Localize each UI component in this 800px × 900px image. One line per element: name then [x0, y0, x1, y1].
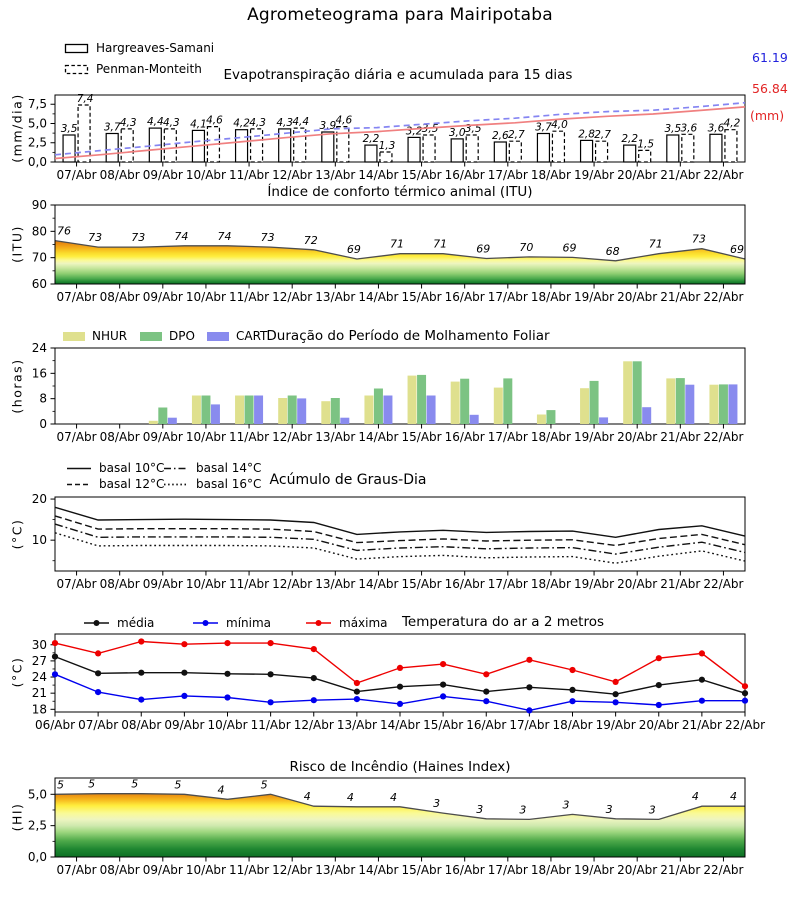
svg-text:14/Abr: 14/Abr: [358, 290, 399, 304]
svg-text:16/Abr: 16/Abr: [444, 577, 485, 591]
svg-text:70: 70: [31, 250, 47, 265]
svg-text:3,7: 3,7: [103, 121, 121, 134]
svg-text:76: 76: [57, 224, 71, 238]
svg-text:4,3: 4,3: [276, 116, 294, 129]
svg-text:7,5: 7,5: [27, 97, 47, 112]
svg-text:18/Abr: 18/Abr: [530, 863, 571, 877]
dotted-line-swatch-icon: [163, 480, 189, 489]
legend-label-cart: CART: [236, 329, 268, 343]
svg-text:18/Abr: 18/Abr: [530, 290, 571, 304]
legend-label-penman: Penman-Monteith: [96, 62, 202, 76]
svg-text:4,4: 4,4: [292, 116, 310, 129]
svg-text:20: 20: [31, 492, 47, 507]
svg-text:20/Abr: 20/Abr: [617, 290, 658, 304]
svg-text:5,0: 5,0: [27, 787, 47, 802]
chart-title-haines: Risco de Incêndio (Haines Index): [289, 759, 511, 775]
svg-text:06/Abr: 06/Abr: [34, 718, 76, 732]
legend-item-basal-10: [66, 461, 164, 475]
svg-text:19/Abr: 19/Abr: [574, 168, 615, 182]
svg-text:0,0: 0,0: [27, 850, 47, 864]
svg-text:21/Abr: 21/Abr: [660, 430, 701, 444]
svg-text:17/Abr: 17/Abr: [487, 290, 528, 304]
svg-text:60: 60: [31, 277, 47, 291]
svg-text:2,8: 2,8: [578, 128, 595, 141]
svg-text:4: 4: [303, 790, 311, 804]
svg-text:19/Abr: 19/Abr: [574, 863, 615, 877]
legend-item-penman-monteith: [64, 62, 202, 76]
svg-text:68: 68: [605, 244, 620, 258]
svg-text:20/Abr: 20/Abr: [617, 863, 658, 877]
svg-text:3,5: 3,5: [421, 123, 439, 136]
svg-text:08/Abr: 08/Abr: [99, 290, 140, 304]
svg-text:18/Abr: 18/Abr: [552, 718, 593, 732]
svg-text:17/Abr: 17/Abr: [509, 718, 550, 732]
svg-text:3,0: 3,0: [448, 126, 466, 139]
svg-text:14/Abr: 14/Abr: [358, 863, 399, 877]
chart-graus: [32, 492, 745, 591]
svg-text:21/Abr: 21/Abr: [681, 718, 722, 732]
chart-itu: [32, 198, 745, 304]
svg-text:19/Abr: 19/Abr: [595, 718, 636, 732]
svg-text:30: 30: [31, 637, 47, 652]
y-axis-label-graus: (°C): [9, 518, 25, 550]
legend-item-cart: [207, 329, 267, 343]
svg-text:2,7: 2,7: [507, 129, 525, 142]
svg-text:12/Abr: 12/Abr: [272, 290, 313, 304]
svg-text:22/Abr: 22/Abr: [724, 718, 766, 732]
legend-item-dpo: [140, 329, 195, 343]
svg-text:4: 4: [390, 790, 397, 804]
dashed-line-swatch-icon: [66, 480, 92, 489]
svg-text:13/Abr: 13/Abr: [315, 577, 356, 591]
svg-text:2,7: 2,7: [594, 129, 611, 142]
svg-text:12/Abr: 12/Abr: [272, 577, 313, 591]
svg-text:4,6: 4,6: [335, 114, 353, 127]
svg-text:73: 73: [691, 232, 706, 246]
svg-text:3,5: 3,5: [464, 123, 482, 136]
svg-text:10/Abr: 10/Abr: [185, 430, 226, 444]
legend-label-nhur: NHUR: [92, 329, 128, 343]
chart-title-graus-dia: Acúmulo de Graus-Dia: [269, 472, 427, 488]
svg-text:08/Abr: 08/Abr: [99, 577, 140, 591]
svg-text:09/Abr: 09/Abr: [142, 290, 183, 304]
svg-text:5: 5: [88, 777, 96, 791]
svg-text:72: 72: [303, 233, 318, 247]
svg-text:09/Abr: 09/Abr: [142, 577, 183, 591]
svg-text:3,5: 3,5: [60, 123, 78, 136]
svg-text:14/Abr: 14/Abr: [358, 577, 399, 591]
svg-text:4,4: 4,4: [146, 116, 164, 129]
chart-title-temperatura: Temperatura do ar a 2 metros: [401, 614, 605, 630]
svg-text:22/Abr: 22/Abr: [703, 577, 744, 591]
svg-text:73: 73: [260, 231, 275, 245]
haines-gradient-area: [55, 794, 745, 857]
svg-text:15/Abr: 15/Abr: [401, 577, 442, 591]
svg-text:73: 73: [131, 231, 146, 245]
svg-text:16/Abr: 16/Abr: [444, 290, 485, 304]
legend-item-media: [83, 616, 154, 630]
svg-text:15/Abr: 15/Abr: [401, 168, 442, 182]
legend-label-basal-10: basal 10°C: [99, 461, 165, 475]
svg-text:21/Abr: 21/Abr: [660, 290, 701, 304]
svg-text:8: 8: [39, 391, 47, 406]
legend-item-basal-12: [66, 477, 164, 491]
svg-text:10/Abr: 10/Abr: [185, 290, 226, 304]
solid-bar-swatch-icon: [64, 43, 89, 54]
svg-text:11/Abr: 11/Abr: [229, 430, 270, 444]
svg-text:20/Abr: 20/Abr: [617, 430, 658, 444]
svg-text:15/Abr: 15/Abr: [401, 290, 442, 304]
svg-text:09/Abr: 09/Abr: [164, 718, 205, 732]
svg-text:4: 4: [346, 790, 354, 804]
svg-text:69: 69: [346, 242, 361, 256]
legend-item-minima: [192, 616, 271, 630]
legend-label-hargreaves: Hargreaves-Samani: [96, 41, 215, 55]
svg-text:07/Abr: 07/Abr: [56, 290, 97, 304]
svg-text:15/Abr: 15/Abr: [401, 430, 442, 444]
svg-text:13/Abr: 13/Abr: [336, 718, 377, 732]
svg-text:22/Abr: 22/Abr: [703, 290, 744, 304]
svg-text:19/Abr: 19/Abr: [574, 430, 615, 444]
graus-plot-frame: [55, 497, 745, 571]
svg-text:24: 24: [31, 341, 47, 355]
svg-text:14/Abr: 14/Abr: [358, 168, 399, 182]
svg-text:08/Abr: 08/Abr: [99, 168, 140, 182]
solid-line-swatch-icon: [66, 464, 92, 473]
svg-text:5,0: 5,0: [27, 116, 47, 131]
svg-text:2,5: 2,5: [27, 818, 47, 833]
svg-text:10/Abr: 10/Abr: [185, 577, 226, 591]
svg-text:3: 3: [476, 802, 484, 816]
svg-text:4,3: 4,3: [162, 116, 180, 129]
svg-text:13/Abr: 13/Abr: [315, 290, 356, 304]
svg-text:71: 71: [648, 237, 663, 251]
svg-text:0: 0: [39, 417, 47, 431]
svg-text:20/Abr: 20/Abr: [617, 577, 658, 591]
pm-accumulated-total: 61.19: [752, 50, 788, 65]
svg-text:4,3: 4,3: [119, 116, 137, 129]
legend-label-minima: mínima: [226, 616, 272, 630]
svg-text:15/Abr: 15/Abr: [401, 863, 442, 877]
svg-text:80: 80: [31, 224, 47, 239]
svg-text:5: 5: [57, 778, 64, 792]
svg-text:13/Abr: 13/Abr: [315, 430, 356, 444]
svg-text:4: 4: [691, 790, 699, 804]
dashdot-line-swatch-icon: [163, 464, 189, 473]
svg-text:71: 71: [433, 237, 448, 251]
svg-text:16/Abr: 16/Abr: [444, 168, 485, 182]
svg-text:2,2: 2,2: [621, 133, 639, 146]
svg-text:08/Abr: 08/Abr: [99, 430, 140, 444]
svg-text:74: 74: [217, 229, 232, 243]
svg-text:4: 4: [730, 790, 737, 804]
svg-text:18: 18: [31, 702, 47, 717]
svg-text:11/Abr: 11/Abr: [229, 577, 270, 591]
svg-text:07/Abr: 07/Abr: [56, 577, 97, 591]
svg-text:17/Abr: 17/Abr: [487, 863, 528, 877]
svg-text:22/Abr: 22/Abr: [703, 863, 744, 877]
svg-text:90: 90: [31, 198, 47, 212]
svg-text:19/Abr: 19/Abr: [574, 577, 615, 591]
svg-text:21/Abr: 21/Abr: [660, 863, 701, 877]
hs-accumulated-total: 56.84: [752, 81, 788, 96]
y-axis-label-molhamento: (horas): [9, 358, 25, 414]
svg-text:70: 70: [519, 240, 534, 254]
svg-text:3,9: 3,9: [319, 119, 337, 132]
svg-text:12/Abr: 12/Abr: [293, 718, 334, 732]
svg-text:69: 69: [730, 242, 744, 256]
svg-text:3: 3: [433, 797, 441, 811]
svg-text:17/Abr: 17/Abr: [487, 168, 528, 182]
legend-label-media: média: [117, 616, 155, 630]
svg-text:2,5: 2,5: [27, 135, 47, 150]
svg-text:12/Abr: 12/Abr: [272, 863, 313, 877]
svg-text:13/Abr: 13/Abr: [315, 863, 356, 877]
svg-text:09/Abr: 09/Abr: [142, 863, 183, 877]
svg-text:20/Abr: 20/Abr: [638, 718, 679, 732]
svg-text:22/Abr: 22/Abr: [703, 168, 744, 182]
accumulated-unit-label: (mm): [750, 108, 785, 123]
svg-text:17/Abr: 17/Abr: [487, 577, 528, 591]
chart-title-molhamento: Duração do Período de Molhamento Foliar: [266, 328, 550, 344]
y-axis-label-haines: (HI): [9, 802, 25, 832]
svg-text:4,2: 4,2: [233, 117, 250, 130]
svg-text:21: 21: [31, 686, 47, 701]
legend-item-hargreaves-samani: [64, 41, 214, 55]
nhur-swatch-icon: [63, 332, 85, 341]
temp-line-máxima: [55, 642, 745, 687]
svg-text:10/Abr: 10/Abr: [185, 863, 226, 877]
svg-text:2,6: 2,6: [491, 129, 509, 142]
svg-text:20/Abr: 20/Abr: [617, 168, 658, 182]
svg-text:3: 3: [519, 803, 527, 817]
chart-temp: [32, 634, 765, 732]
svg-text:14/Abr: 14/Abr: [358, 430, 399, 444]
svg-text:11/Abr: 11/Abr: [229, 290, 270, 304]
svg-text:11/Abr: 11/Abr: [229, 863, 270, 877]
legend-item-nhur: [63, 329, 127, 343]
svg-text:12/Abr: 12/Abr: [272, 168, 313, 182]
svg-text:3,7: 3,7: [535, 121, 552, 134]
svg-text:16/Abr: 16/Abr: [466, 718, 507, 732]
legend-label-basal-16: basal 16°C: [196, 477, 262, 491]
svg-text:4,2: 4,2: [723, 117, 741, 130]
dashed-bar-swatch-icon: [64, 64, 89, 75]
svg-text:3: 3: [562, 798, 570, 812]
chart-haines: [28, 778, 745, 877]
svg-text:7,4: 7,4: [76, 93, 94, 106]
svg-text:07/Abr: 07/Abr: [56, 863, 97, 877]
svg-text:3: 3: [605, 802, 613, 816]
svg-text:1,3: 1,3: [378, 139, 396, 152]
y-axis-label-temperatura: (°C): [9, 656, 25, 688]
svg-text:11/Abr: 11/Abr: [250, 718, 291, 732]
legend-item-basal-16: [163, 477, 261, 491]
svg-text:5: 5: [174, 778, 182, 792]
svg-text:07/Abr: 07/Abr: [78, 718, 119, 732]
line-basal-12°c: [55, 516, 745, 546]
svg-text:18/Abr: 18/Abr: [530, 577, 571, 591]
svg-text:1,5: 1,5: [637, 138, 655, 151]
svg-text:14/Abr: 14/Abr: [379, 718, 421, 732]
svg-text:69: 69: [476, 242, 491, 256]
maxima-line-swatch-icon: [305, 618, 332, 628]
svg-text:2,2: 2,2: [362, 133, 380, 146]
svg-text:08/Abr: 08/Abr: [121, 718, 162, 732]
svg-text:0,0: 0,0: [27, 155, 47, 169]
svg-text:08/Abr: 08/Abr: [99, 863, 140, 877]
y-axis-label-itu: (ITU): [9, 225, 25, 263]
legend-label-dpo: DPO: [169, 329, 195, 343]
svg-text:10: 10: [31, 533, 47, 548]
svg-text:22/Abr: 22/Abr: [703, 430, 744, 444]
svg-text:21/Abr: 21/Abr: [660, 168, 701, 182]
cart-swatch-icon: [207, 332, 229, 341]
svg-text:18/Abr: 18/Abr: [530, 430, 571, 444]
svg-text:10/Abr: 10/Abr: [185, 168, 226, 182]
svg-text:4,6: 4,6: [206, 114, 223, 127]
legend-item-basal-14: [163, 461, 261, 475]
legend-label-basal-12: basal 12°C: [99, 477, 165, 491]
svg-text:16/Abr: 16/Abr: [444, 863, 485, 877]
svg-text:3: 3: [648, 803, 656, 817]
svg-text:74: 74: [174, 229, 189, 243]
svg-text:73: 73: [88, 231, 103, 245]
svg-text:3,2: 3,2: [405, 125, 423, 138]
svg-text:16: 16: [31, 366, 47, 381]
svg-text:12/Abr: 12/Abr: [272, 430, 313, 444]
svg-text:3,6: 3,6: [707, 122, 725, 135]
svg-text:19/Abr: 19/Abr: [574, 290, 615, 304]
chart-title-evapotranspiration: Evapotranspiração diária e acumulada para 15 dias: [223, 67, 573, 83]
svg-text:5: 5: [131, 777, 139, 791]
svg-text:4: 4: [217, 783, 225, 797]
svg-text:21/Abr: 21/Abr: [660, 577, 701, 591]
svg-text:4,3: 4,3: [249, 116, 266, 129]
legend-item-maxima: [305, 616, 388, 630]
svg-text:3,6: 3,6: [680, 122, 698, 135]
y-axis-label-evapo: (mm/dia): [9, 93, 25, 163]
svg-text:17/Abr: 17/Abr: [487, 430, 528, 444]
chart-molha: [32, 341, 745, 444]
svg-text:10/Abr: 10/Abr: [207, 718, 248, 732]
svg-text:3,5: 3,5: [664, 123, 682, 136]
svg-text:09/Abr: 09/Abr: [142, 430, 183, 444]
svg-text:18/Abr: 18/Abr: [530, 168, 571, 182]
legend-label-basal-14: basal 14°C: [196, 461, 262, 475]
svg-text:71: 71: [390, 237, 404, 251]
svg-text:09/Abr: 09/Abr: [142, 168, 183, 182]
line-basal-10°c: [55, 507, 745, 537]
svg-text:69: 69: [562, 241, 577, 255]
svg-text:4,1: 4,1: [190, 118, 207, 131]
svg-text:24: 24: [31, 670, 47, 685]
svg-text:4,0: 4,0: [551, 119, 568, 132]
chart-title-itu: Índice de conforto térmico animal (ITU): [267, 184, 533, 200]
svg-text:27: 27: [31, 653, 47, 668]
legend-label-maxima: máxima: [339, 616, 388, 630]
svg-text:13/Abr: 13/Abr: [315, 168, 356, 182]
svg-text:5: 5: [260, 778, 268, 792]
svg-text:15/Abr: 15/Abr: [423, 718, 464, 732]
svg-text:07/Abr: 07/Abr: [56, 430, 97, 444]
media-line-swatch-icon: [83, 618, 110, 628]
svg-text:16/Abr: 16/Abr: [444, 430, 485, 444]
minima-line-swatch-icon: [192, 618, 219, 628]
dpo-swatch-icon: [140, 332, 162, 341]
page-title: Agrometeograma para Mairipotaba: [247, 5, 553, 25]
svg-text:07/Abr: 07/Abr: [56, 168, 97, 182]
svg-text:11/Abr: 11/Abr: [229, 168, 270, 182]
chart-evapo: [28, 93, 745, 182]
